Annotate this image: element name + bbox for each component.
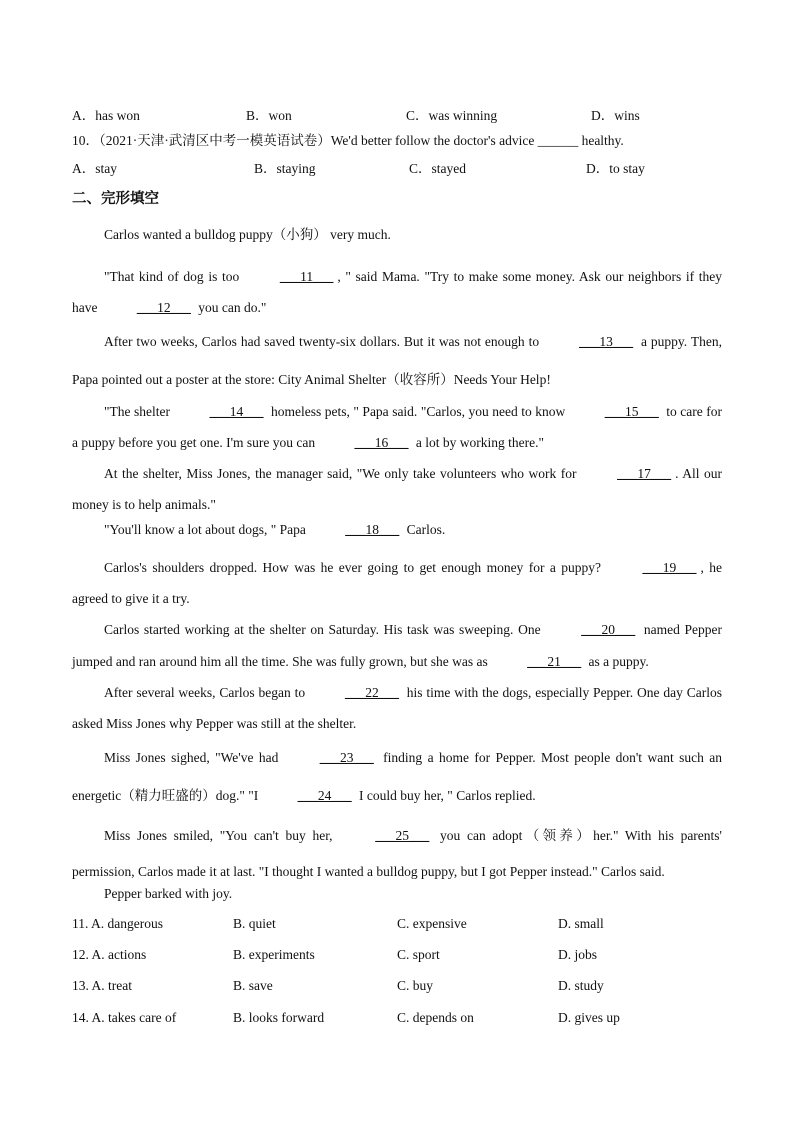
q10-option-a[interactable]: A．stay [72,161,117,176]
choice-13-b[interactable]: B. save [233,978,273,993]
blank-16[interactable]: ___16___ [354,435,409,450]
choice-12-a[interactable]: 12. A. actions [72,947,147,962]
choice-11-a[interactable]: 11. A. dangerous [72,916,163,931]
choice-14-c[interactable]: C. depends on [397,1010,474,1025]
passage-paragraph-11: Miss Jones smiled, "You can't buy her, ___25___ you can adopt（领养）her." With his parents' permission, Carlos made it at last. "I thought I wanted a bulldog puppy, but I got Pepper instead." Carlos said. [72,818,722,890]
blank-22[interactable]: ___22___ [344,685,399,700]
blank-25[interactable]: ___25___ [375,828,430,843]
choice-12-c[interactable]: C. sport [397,947,440,962]
blank-19[interactable]: ___19___ [642,560,697,575]
blank-12[interactable]: ___12___ [136,300,191,315]
passage-paragraph-4: "The shelter ___14___ homeless pets, " Papa said. "Carlos, you need to know ___15___ to care for a puppy before you get one. I'm sure you can ___16___ a lot by working there." [72,396,722,458]
blank-15[interactable]: ___15___ [604,404,659,419]
choice-11-d[interactable]: D. small [558,916,604,931]
choice-14-a[interactable]: 14. A. takes care of [72,1010,177,1025]
choice-13-a[interactable]: 13. A. treat [72,978,132,993]
passage-paragraph-12: Pepper barked with joy. [104,886,233,901]
q10-option-c[interactable]: C．stayed [409,161,466,176]
section-title: 二、完形填空 [72,191,159,207]
q9-option-a[interactable]: A．has won [72,108,140,123]
passage-paragraph-1: Carlos wanted a bulldog puppy（小狗） very much. [104,227,391,242]
passage-paragraph-7: Carlos's shoulders dropped. How was he ever going to get enough money for a puppy? ___19___ , he agreed to give it a try. [72,552,722,614]
blank-14[interactable]: ___14___ [209,404,264,419]
passage-paragraph-2: "That kind of dog is too ___11___ , " said Mama. "Try to make some money. Ask our neighbors if they have ___12___ you can do." [72,261,722,323]
blank-13[interactable]: ___13___ [579,334,634,349]
blank-18[interactable]: ___18___ [345,522,400,537]
choice-13-c[interactable]: C. buy [397,978,434,993]
choice-14-d[interactable]: D. gives up [558,1010,620,1025]
q9-option-c[interactable]: C．was winning [406,108,498,123]
passage-paragraph-3: After two weeks, Carlos had saved twenty-six dollars. But it was not enough to ___13___ a puppy. Then, Papa pointed out a poster at the store: City Animal Shelter（收容所）Needs Your Help! [72,323,722,399]
blank-24[interactable]: ___24___ [297,788,352,803]
blank-23[interactable]: ___23___ [319,750,374,765]
q10-stem: 10．（2021·天津·武清区中考一模英语试卷）We'd better follow the doctor's advice ______ healthy. [72,133,624,148]
q9-option-d[interactable]: D．wins [591,108,640,123]
blank-11[interactable]: ___11___ [279,269,334,284]
passage-paragraph-10: Miss Jones sighed, "We've had ___23___ finding a home for Pepper. Most people don't want such an energetic（精力旺盛的）dog." "I ___24___ I could buy her, " Carlos replied. [72,739,722,815]
choice-12-b[interactable]: B. experiments [233,947,315,962]
passage-paragraph-6: "You'll know a lot about dogs, " Papa ___18___ Carlos. [104,522,446,537]
q10-option-b[interactable]: B．staying [254,161,316,176]
choice-11-b[interactable]: B. quiet [233,916,276,931]
q9-option-b[interactable]: B．won [246,108,292,123]
passage-paragraph-9: After several weeks, Carlos began to ___22___ his time with the dogs, especially Pepper. One day Carlos asked Miss Jones why Pepper was still at the shelter. [72,677,722,739]
choice-13-d[interactable]: D. study [558,978,604,993]
choice-14-b[interactable]: B. looks forward [233,1010,325,1025]
blank-20[interactable]: ___20___ [581,622,636,637]
blank-21[interactable]: ___21___ [527,654,582,669]
passage-paragraph-5: At the shelter, Miss Jones, the manager said, "We only take volunteers who work for ___17___ . All our money is to help animals." [72,458,722,520]
q10-option-d[interactable]: D．to stay [586,161,645,176]
passage-paragraph-8: Carlos started working at the shelter on Saturday. His task was sweeping. One ___20___ named Pepper jumped and ran around him all the time. She was fully grown, but she was as ___21___ as a puppy. [72,614,722,678]
choice-12-d[interactable]: D. jobs [558,947,598,962]
choice-11-c[interactable]: C. expensive [397,916,467,931]
blank-17[interactable]: ___17___ [617,466,672,481]
